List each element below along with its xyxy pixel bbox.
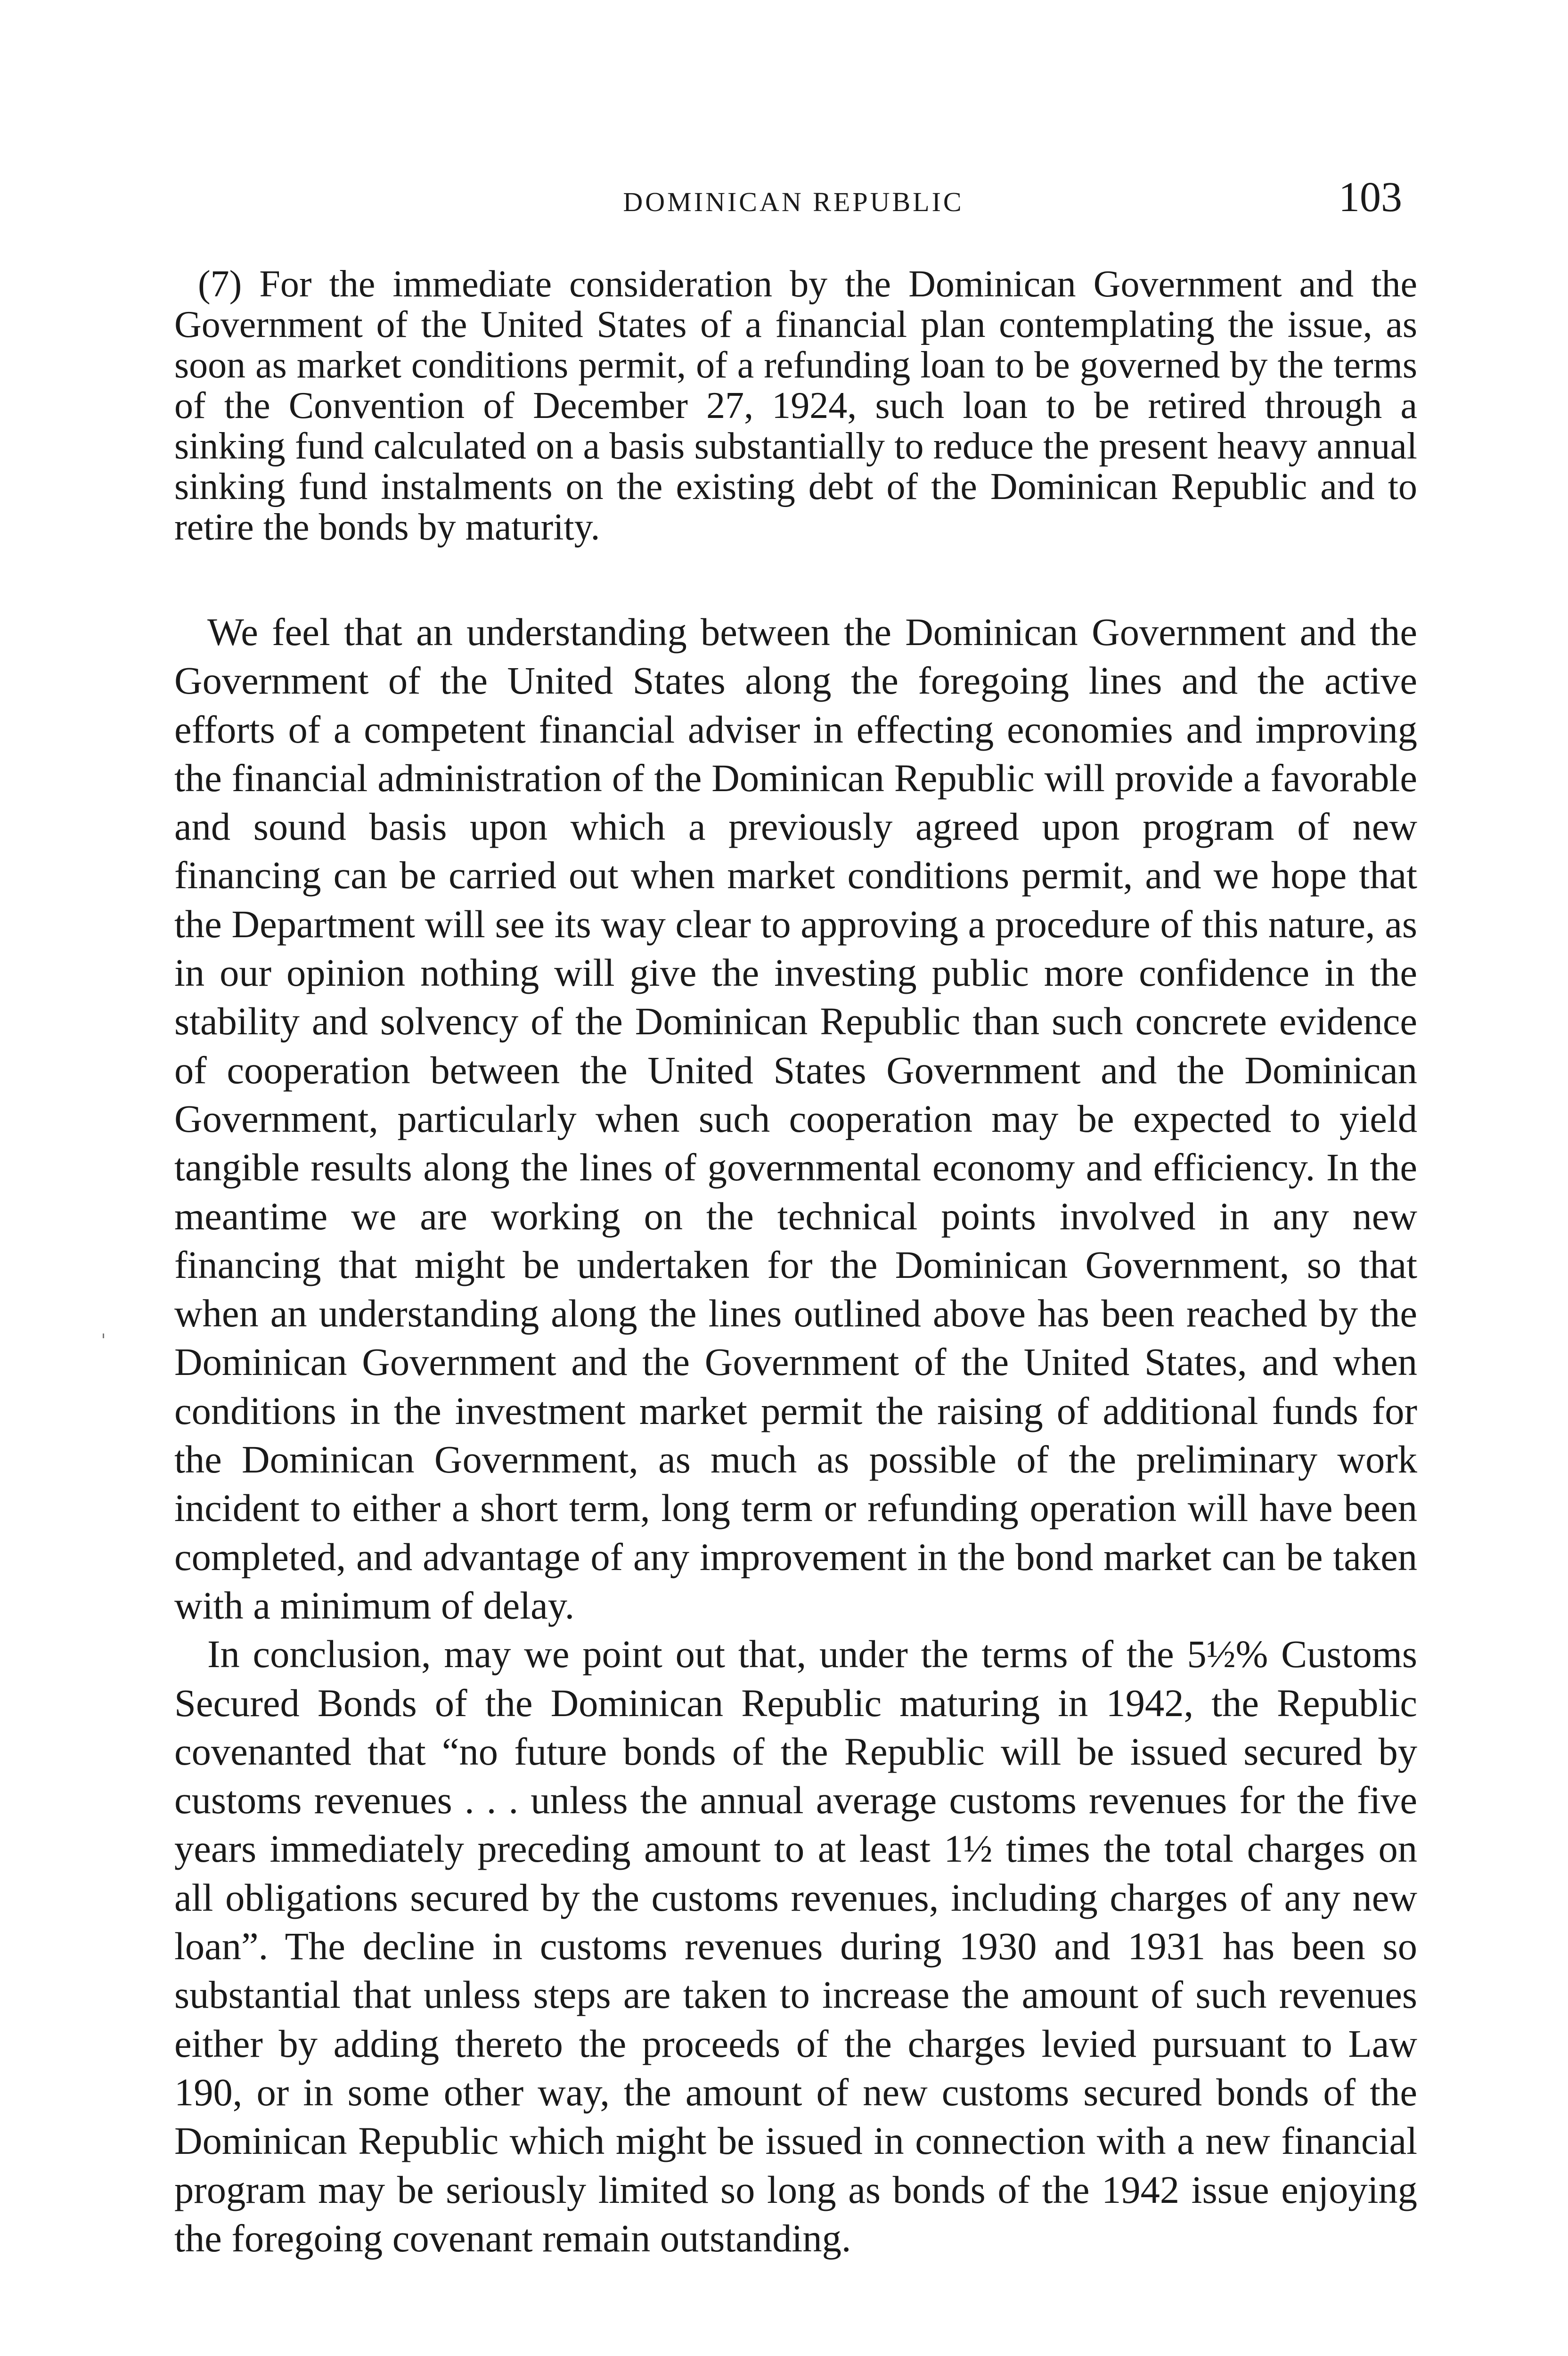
- running-head: [0, 186, 1568, 218]
- body-text: [174, 608, 1417, 2263]
- margin-mark: [103, 1333, 104, 1338]
- numbered-item-label: (7): [198, 263, 242, 305]
- page-number: 103: [1339, 174, 1402, 221]
- numbered-item: [174, 264, 1417, 548]
- body-paragraph: In conclusion, may we point out that, under the terms of the 5½% Customs Secured Bonds of the Dominican Republic maturing in 1942, the Republic covenanted that “no future bonds of the Republic will be issued secured by customs revenues . . . unless the annual average customs revenues for the five years immediately preceding amount to at least 1½ times the total charges on all obligations secured by the customs revenues, including charges of any new loan”. The decline in customs revenues during 1930 and 1931 has been so substantial that unless steps are taken to increase the amount of such revenues either by adding thereto the proceeds of the charges levied pursuant to Law 190, or in some other way, the amount of new customs secured bonds of the Dominican Republic which might be issued in connection with a new financial program may be seriously limited so long as bonds of the 1942 issue enjoying the foregoing covenant remain outstanding.: [174, 1632, 1417, 2260]
- running-head-text: DOMINICAN REPUBLIC: [623, 187, 964, 217]
- body-paragraph: We feel that an understanding between the Dominican Government and the Government of the United States along the foregoing lines and the active efforts of a competent financial adviser in effecting economies and improving the financial administration of the Dominican Republic will provide a favorable and sound basis upon which a previously agreed upon program of new financing can be carried out when market conditions permit, and we hope that the Department will see its way clear to approving a procedure of this nature, as in our opinion nothing will give the investing public more confidence in the stability and solvency of the Dominican Republic than such concrete evidence of cooperation between the United States Government and the Dominican Government, particularly when such cooperation may be expected to yield tangible results along the lines of governmental economy and efficiency. In the meantime we are working on the technical points involved in any new financing that might be undertaken for the Dominican Government, so that when an understanding along the lines outlined above has been reached by the Dominican Government and the Government of the United States, and when conditions in the investment market permit the raising of additional funds for the Dominican Government, as much as possible of the preliminary work incident to either a short term, long term or refunding operation will have been completed, and advantage of any improvement in the bond market can be taken with a minimum of delay.: [174, 610, 1417, 1627]
- numbered-item-paragraph: [174, 264, 1417, 548]
- numbered-item-text: For the immediate consideration by the Dominican Government and the Government of the United States of a financial plan contemplating the issue, as soon as market conditions permit, of a refunding loan to be governed by the terms of the Convention of December 27, 1924, such loan to be retired through a sinking fund calculated on a basis substantially to reduce the present heavy annual sinking fund instalments on the existing debt of the Dominican Republic and to retire the bonds by maturity.: [174, 263, 1418, 548]
